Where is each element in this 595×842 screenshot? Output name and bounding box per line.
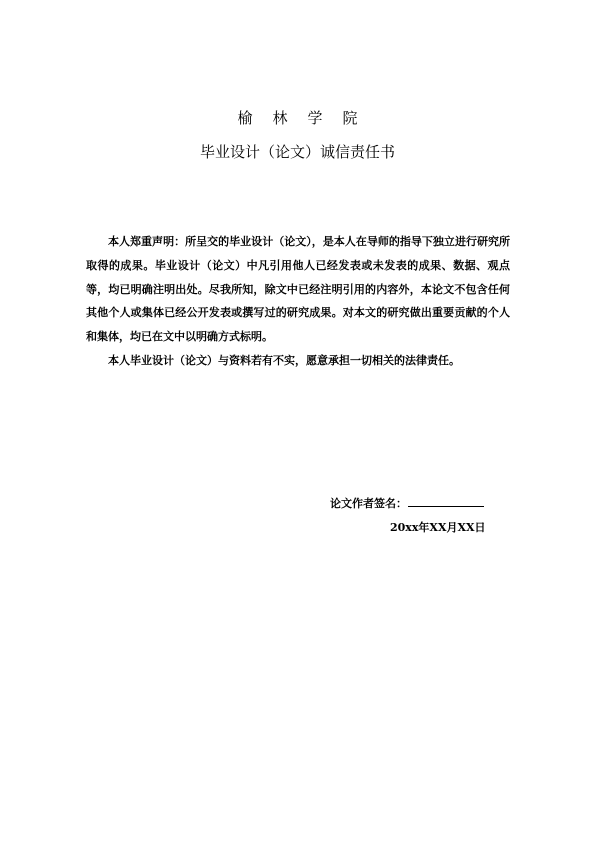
- declaration-paragraph: 本人郑重声明：所呈交的毕业设计（论文），是本人在导师的指导下独立进行研究所取得的成果。毕业设计（论文）中凡引用他人已经发表或未发表的成果、数据、观点等，均已明确注明出处。尽我所知，除文中已经注明引用的内容外，本论文不包含任何其他个人或集体已经公开发表或撰写过的研究成果。对本文的研究做出重要贡献的个人和集体，均已在文中以明确方式标明。: [86, 235, 510, 344]
- signature-block: [330, 494, 484, 514]
- school-name: 榆林学院: [237, 109, 378, 127]
- declaration-body: [86, 230, 510, 373]
- signature-label: 论文作者签名：: [330, 497, 407, 510]
- responsibility-paragraph: 本人毕业设计（论文）与资料若有不实，愿意承担一切相关的法律责任。: [108, 353, 460, 367]
- date-line: 20xx年XX月XX日: [390, 521, 486, 534]
- signature-line: [408, 495, 484, 507]
- document-title: 毕业设计（论文）诚信责任书: [199, 143, 395, 161]
